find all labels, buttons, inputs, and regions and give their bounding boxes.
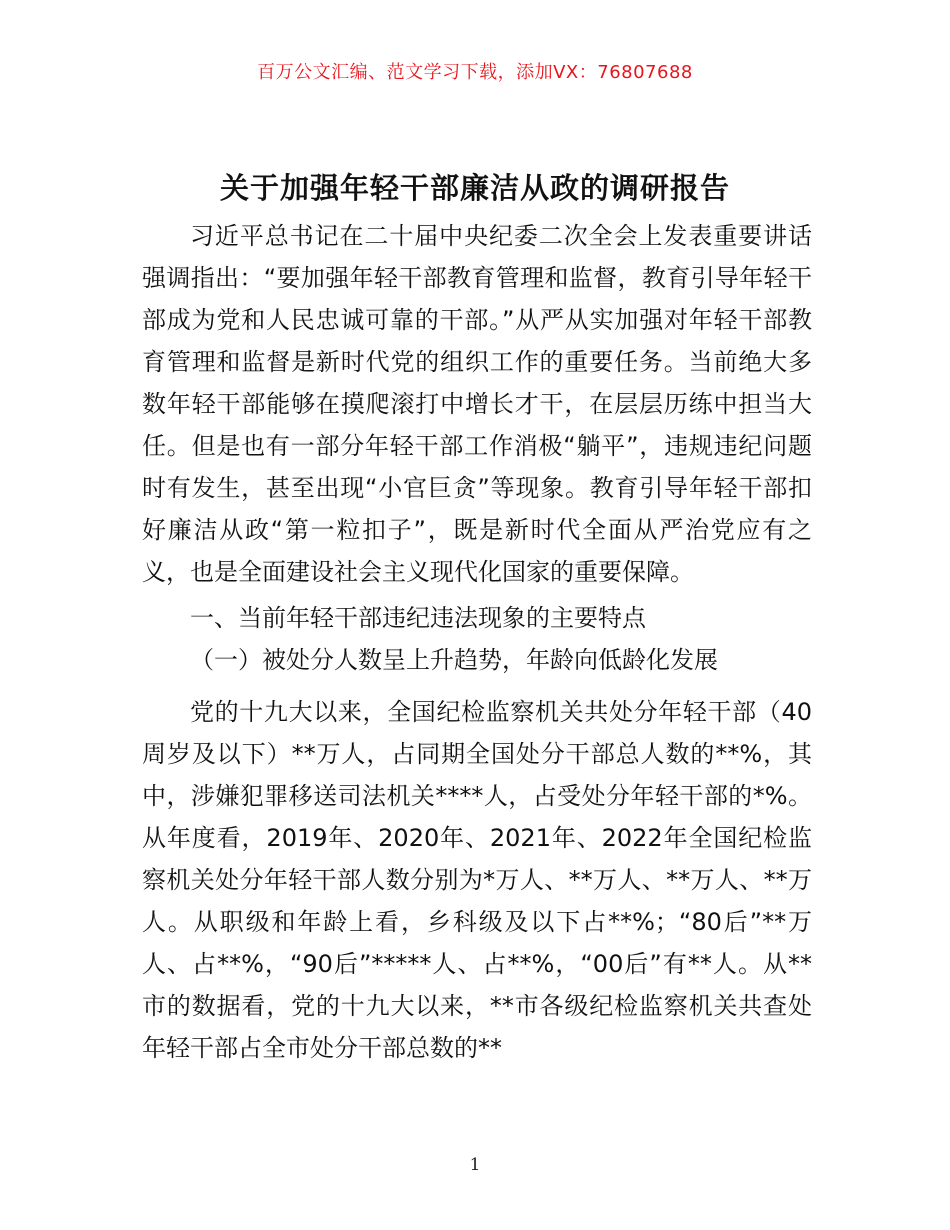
statistics-paragraph: 党的十九大以来，全国纪检监察机关共处分年轻干部（40周岁及以下）**万人，占同期全国处分干部总人数的**%，其中，涉嫌犯罪移送司法机关****人，占受处分年轻干部的*%。从年度看，2019年、2020年、2021年、2022年全国纪检监察机关处分年轻干部人数分别为*万人、**万人、**万人、**万人。从职级和年龄上看，乡科级及以下占**%；“80后”**万人、占**%，“90后”*****人、占**%，“00后”有**人。从**市的数据看，党的十九大以来，**市各级纪检监察机关共查处年轻干部占全市处分干部总数的** (142, 698, 812, 1062)
subsection-heading-1: （一）被处分人数呈上升趋势，年龄向低龄化发展 (190, 646, 718, 674)
document-title: 关于加强年轻干部廉洁从政的调研报告 (219, 171, 730, 205)
page-number: 1 (469, 1155, 481, 1175)
promo-banner: 百万公文汇编、范文学习下载，添加VX：76807688 (257, 62, 693, 83)
section-heading-1: 一、当前年轻干部违纪违法现象的主要特点 (190, 604, 646, 632)
document-body (142, 215, 812, 1069)
intro-paragraph: 习近平总书记在二十届中央纪委二次全会上发表重要讲话强调指出：“要加强年轻干部教育管理和监督，教育引导年轻干部成为党和人民忠诚可靠的干部。”从严从实加强对年轻干部教育管理和监督是新时代党的组织工作的重要任务。当前绝大多数年轻干部能够在摸爬滚打中增长才干，在层层历练中担当大任。但是也有一部分年轻干部工作消极“躺平”，违规违纪问题时有发生，甚至出现“小官巨贪”等现象。教育引导年轻干部扣好廉洁从政“第一粒扣子”，既是新时代全面从严治党应有之义，也是全面建设社会主义现代化国家的重要保障。 (142, 222, 812, 586)
